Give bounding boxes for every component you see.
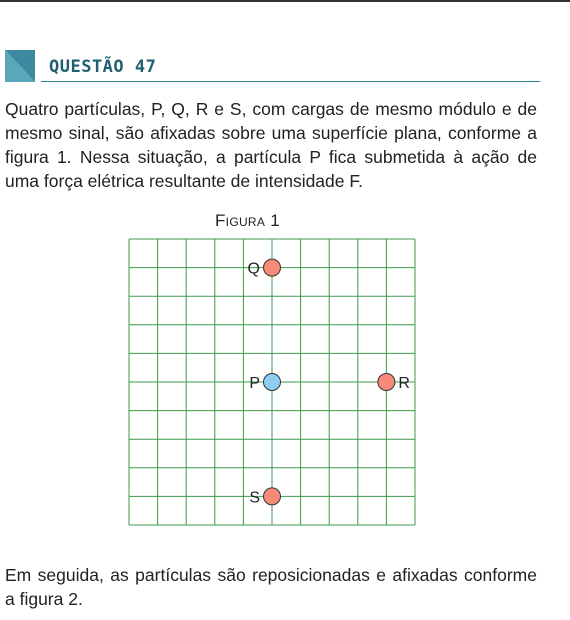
particle-s xyxy=(264,488,281,505)
top-rule xyxy=(0,0,570,2)
particle-label-p: P xyxy=(249,375,260,392)
particle-label-s: S xyxy=(249,489,260,507)
question-statement: Quatro partículas, P, Q, R e S, com cargas de mesmo módulo e de mesmo sinal, são afixadas sobre uma superfície plana, conforme a figura 1. Nessa situação, a partícula P fica submetida à ação de uma força elétrica resultante de intensidade F. xyxy=(5,99,537,191)
question-header xyxy=(5,50,540,84)
particle-label-r: R xyxy=(398,375,410,392)
particle-label-q: Q xyxy=(247,260,260,278)
question-number: QUESTÃO 47 xyxy=(49,57,157,77)
corner-marker-icon xyxy=(5,50,35,82)
particle-q xyxy=(264,259,281,276)
figure-title: Figura 1 xyxy=(215,211,280,230)
particle-r xyxy=(378,374,395,391)
header-underline xyxy=(41,81,540,82)
follow-up-text: Em seguida, as partículas são reposicionadas e afixadas conforme a figura 2. xyxy=(5,565,537,609)
figure-1-grid xyxy=(128,238,420,528)
particle-p xyxy=(264,374,281,391)
